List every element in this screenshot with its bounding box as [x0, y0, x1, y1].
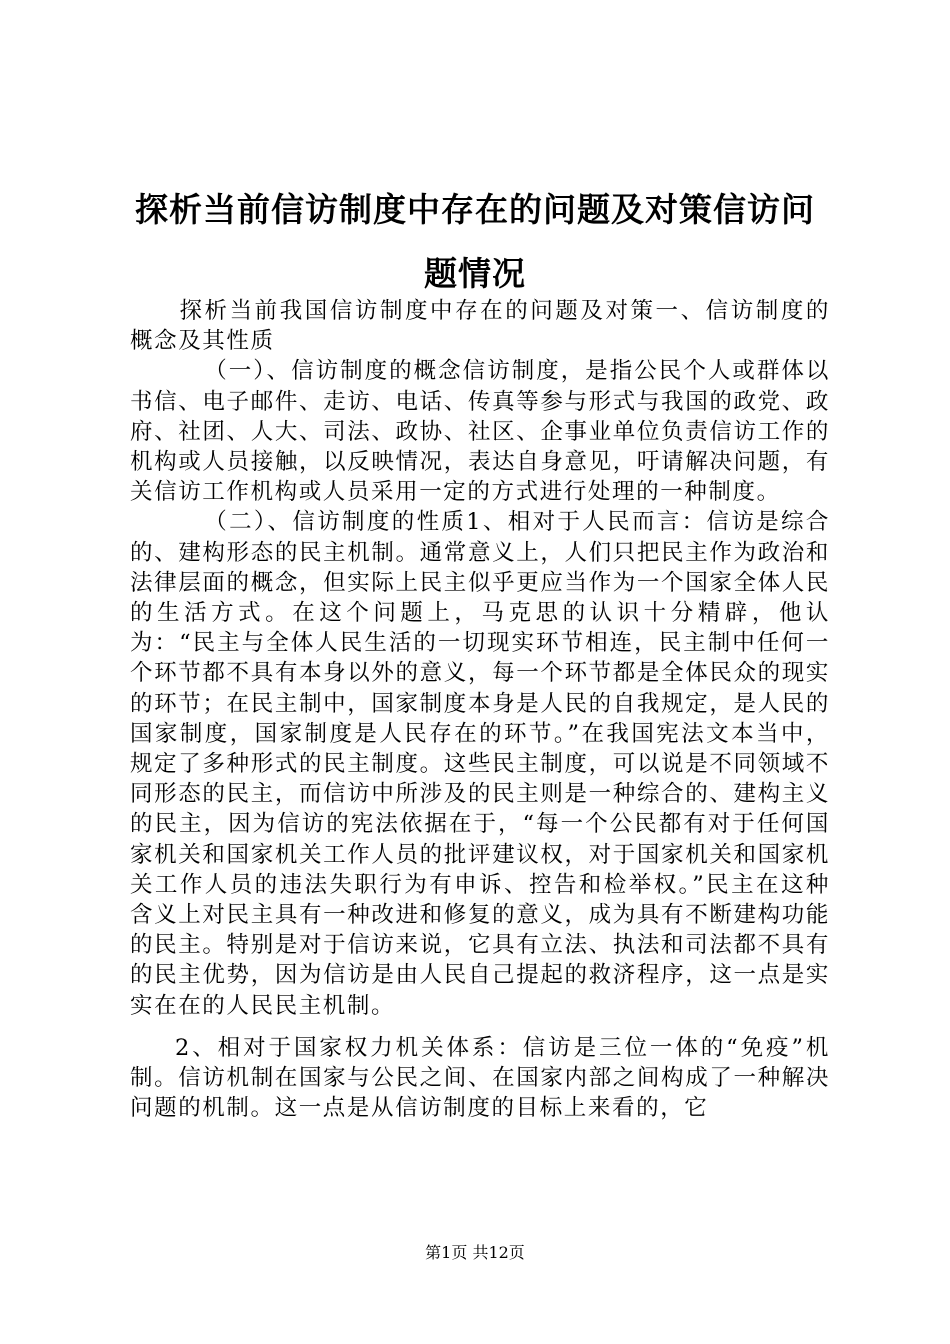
document-title: 探析当前信访制度中存在的问题及对策信访问题情况 [135, 190, 815, 293]
paragraph-state-power: 2、相对于国家权力机关体系：信访是三位一体的“免疫”机制。信访机制在国家与公民之间、在国家内部之间构成了一种解决问题的机制。这一点是从信访制度的目标上来看的，它 [130, 1034, 830, 1122]
paragraph-concept: （一）、信访制度的概念信访制度，是指公民个人或群体以书信、电子邮件、走访、电话、传真等参与形式与我国的政党、政府、社团、人大、司法、政协、社区、企事业单位负责信访工作的机构或人员接触，以反映情况，表达自身意见，吁请解决问题，有关信访工作机构或人员采用一定的方式进行处理的一种制度。 [130, 358, 830, 506]
document-body [130, 296, 830, 1123]
paragraph-nature: （二）、信访制度的性质1、相对于人民而言：信访是综合的、建构形态的民主机制。通常意义上，人们只把民主作为政治和法律层面的概念，但实际上民主似乎更应当作为一个国家全体人民的生活方式。在这个问题上，马克思的认识十分精辟，他认为：“民主与全体人民生活的一切现实环节相连，民主制中任何一个环节都不具有本身以外的意义，每一个环节都是全体民众的现实的环节；在民主制中，国家制度本身是人民的自我规定，是人民的国家制度，国家制度是人民存在的环节。”在我国宪法文本当中，规定了多种形式的民主制度。这些民主制度，可以说是不同领域不同形态的民主，而信访中所涉及的民主则是一种综合的、建构主义的民主，因为信访的宪法依据在于，“每一个公民都有对于任何国家机关和国家机关工作人员的批评建议权，对于国家机关和国家机关工作人员的违法失职行为有申诉、控告和检举权。”民主在这种含义上对民主具有一种改进和修复的意义，成为具有不断建构功能的民主。特别是对于信访来说，它具有立法、执法和司法都不具有的民主优势，因为信访是由人民自己提起的救济程序，这一点是实实在在的人民民主机制。 [130, 509, 830, 1019]
paragraph-intro: 探析当前我国信访制度中存在的问题及对策一、信访制度的概念及其性质 [130, 298, 830, 355]
page-footer: 第1页 共12页 [425, 1243, 525, 1262]
